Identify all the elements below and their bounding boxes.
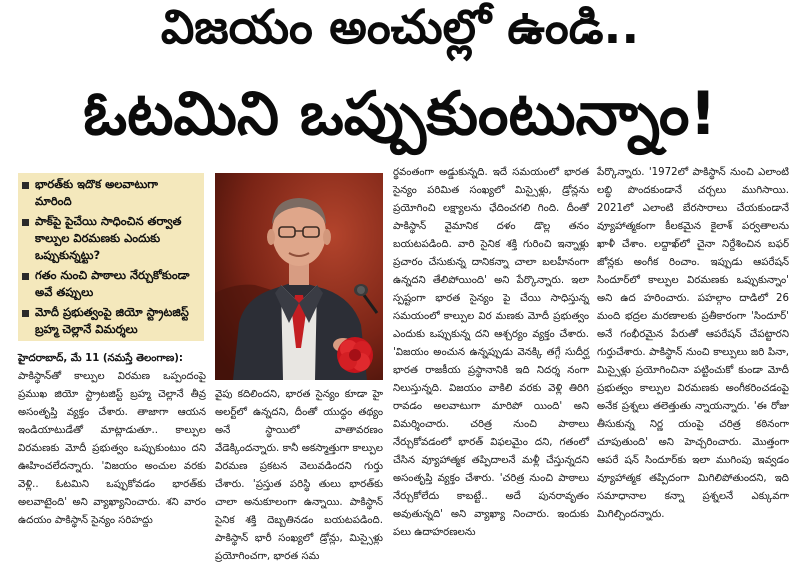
headline-line-1: విజయం అంచుల్లో ఉండి.. — [160, 0, 640, 55]
highlight-text: పాక్‌పై పైచేయి సాధించిన తర్వాత కాల్పుల విరమణకు ఎందుకు ఒప్పుకున్నట్టు? — [35, 214, 182, 262]
dateline: హైదరాబాద్, మే 11 (నమస్తే తెలంగాణ): — [18, 353, 183, 364]
highlights-box — [18, 173, 204, 341]
article-column-4 — [597, 164, 789, 552]
article-column-2 — [215, 386, 383, 562]
article-text: వైపు కదిలిందని, భారత సైన్యం కూడా హై అలర్ట్‌లో ఉన్నదని, దీంతో యుద్ధం తథ్యం అనే స్థాయిలో వాతావరణం వేడెక్కిందన్నారు. కానీ అకస్మాత్తుగా కాల్పుల విరమణ ప్రకటన వెలువడిందని గుర్తు చేశారు. 'ప్రస్తుత పరిస్థి తులు భారత్‌కు చాలా అనుకూలంగా ఉన్నాయి. పాకిస్థాన్ సైనిక శక్తి దెబ్బతినడం బయటపడింది. పాకిస్థాన్ భారీ సంఖ్యలో డ్రోన్లు, మిస్సైళ్లు ప్రయోగించగా, భారత సమ — [215, 389, 383, 562]
speaker-photo — [215, 173, 383, 380]
square-bullet-icon — [22, 182, 29, 189]
highlight-item — [22, 304, 198, 338]
highlight-text: మోదీ ప్రభుత్వంపై జియో స్ట్రాటజిస్ట్ బ్రహ్మ చెల్లానే విమర్శలు — [35, 305, 189, 336]
article-text: ర్థవంతంగా అడ్డుకున్నది. ఇదే సమయంలో భారత సైన్యం పరిమిత సంఖ్యలో మిస్సైళ్లు, డ్రోన్లను ప్రయోగించి లక్ష్యాలను ఛేదించగలి గింది. దీంతో పాకిస్థాన్ వైమానిక దళం డొల్ల తనం బయటపడింది. వారి సైనిక శక్తి గురించి ఇన్నాళ్లు ప్రచారం చేసుకున్న దానికన్నా చాలా బలహీనంగా ఉన్నదని తేలిపోయింది' అని పేర్కొన్నారు. ఇలా స్పష్టంగా భారత సైన్యం పై చేయి సాధిస్తున్న సమయంలో కాల్పుల విర మణకు మోదీ ప్రభుత్వం ఎందుకు ఒప్పుకున్న దని ఆశ్చర్యం వ్యక్తం చేశారు. 'విజయం అంచున ఉన్నప్పుడు వెనక్కి తగ్గే సుదీర్ఘ భారత రాజకీయ ప్రస్థానానికి ఇది నిదర్శ నంగా నిలుస్తున్నది. విజయం వాకిలి వరకు వెళ్లి తిరిగి రావడం అలవాటుగా మారిపో యింది' అని విమర్శించారు. చరిత్ర నుంచి పాఠాలు నేర్చుకోవడంలో భారత్ విఫలమైం దని, గతంలో చేసిన వ్యూహాత్మక తప్పిదాలనే మళ్లీ చేస్తున్నదని అసంతృప్తి వ్యక్తం చేశారు. 'చరిత్ర నుంచి పాఠాలు నేర్చుకోలేదు కాబట్టే.. అదే పునరావృతం అవుతున్నది' అని వ్యాఖ్యా నించారు. ఇందుకు పలు ఉదాహరణలను — [393, 167, 589, 538]
headline-line-2: ఓటమిని ఒప్పుకుంటున్నాం! — [83, 79, 717, 149]
article-column-3 — [393, 164, 589, 552]
highlight-text: భారత్‌కు ఇదొక అలవాటుగా మారింది — [35, 177, 158, 208]
article-text: పాకిస్థాన్‌తో కాల్పుల విరమణ ఒప్పందంపై ప్రముఖ జియో స్ట్రాటజిస్ట్ బ్రహ్మ చెల్లానే తీవ్ర అసంతృప్తి వ్యక్తం చేశారు. తాజాగా ఆయన ఇండియాటుడేతో మాట్లాడుతూ.. కాల్పుల విరమణకు మోదీ ప్రభుత్వం ఒప్పుకుంటుం దని ఊహించలేదన్నారు. 'విజయం అంచుల వరకు వెళ్లి.. ఓటమిని ఒప్పుకోవడం భారత్‌కు అలవాటైంది' అని వ్యాఖ్యానించారు. శని వారం ఉదయం పాకిస్థాన్ సైన్యం సరిహద్దు — [18, 371, 206, 526]
article-column-1 — [18, 350, 206, 550]
square-bullet-icon — [22, 273, 29, 280]
article-text: పేర్కొన్నారు. '1972లో పాకిస్థాన్ నుంచి ఎలాంటి లబ్ధి పొందకుండానే చర్చలు ముగిసాయి. 2021లో ఎలాంటి బేరసారాలు చేయకుండానే వ్యూహాత్మకంగా కీలకమైన కైలాశ్ పర్వతాలను ఖాళీ చేశాం. లద్దాఖ్‌లో చైనా నిర్దేశించిన బఫర్ జోన్లకు అంగీక రించాం. ఇప్పుడు ఆపరేషన్ సిందూర్‌లో కాల్పుల విరమణకు ఒప్పుకున్నాం' అని ఉద హరించారు. పహల్గాం దాడిలో 26 మంది భద్రల మరణాలకు ప్రతీకారంగా 'సిందూర్' అనే గంభీరమైన పేరుతో ఆపరేషన్ చేపట్టారని గుర్తుచేశారు. పాకిస్థాన్ నుంచి కాల్పులు జరి పినా, మిస్సైళ్లు ప్రయోగించినా పట్టించుకో కుండా మోదీ ప్రభుత్వం కాల్పుల విరమణకు అంగీకరించడంపై అనేక ప్రశ్నలు తలెత్తుతు న్నాయన్నారు. 'ఈ రోజు తీసుకున్న నిర్ణ యంపై చరిత్ర కఠినంగా చూపుతుంది' అని హెచ్చరించారు. మొత్తంగా ఆపరే షన్ సిందూర్‌కు ఇలా ముగింపు ఇవ్వడం వ్యూహాత్మక తప్పిదంగా మిగిలిపోతుందని, ఇది సమాధానాల కన్నా ప్రశ్నలనే ఎక్కువగా మిగిల్చిందన్నారు. — [597, 167, 789, 520]
square-bullet-icon — [22, 310, 29, 317]
speaker-portrait-icon — [215, 173, 383, 380]
highlight-item — [22, 213, 198, 264]
highlight-item — [22, 176, 198, 210]
highlight-item — [22, 267, 198, 301]
square-bullet-icon — [22, 219, 29, 226]
highlight-text: గతం నుంచి పాఠాలు నేర్చుకోకుండా అవే తప్పులు — [35, 268, 190, 299]
